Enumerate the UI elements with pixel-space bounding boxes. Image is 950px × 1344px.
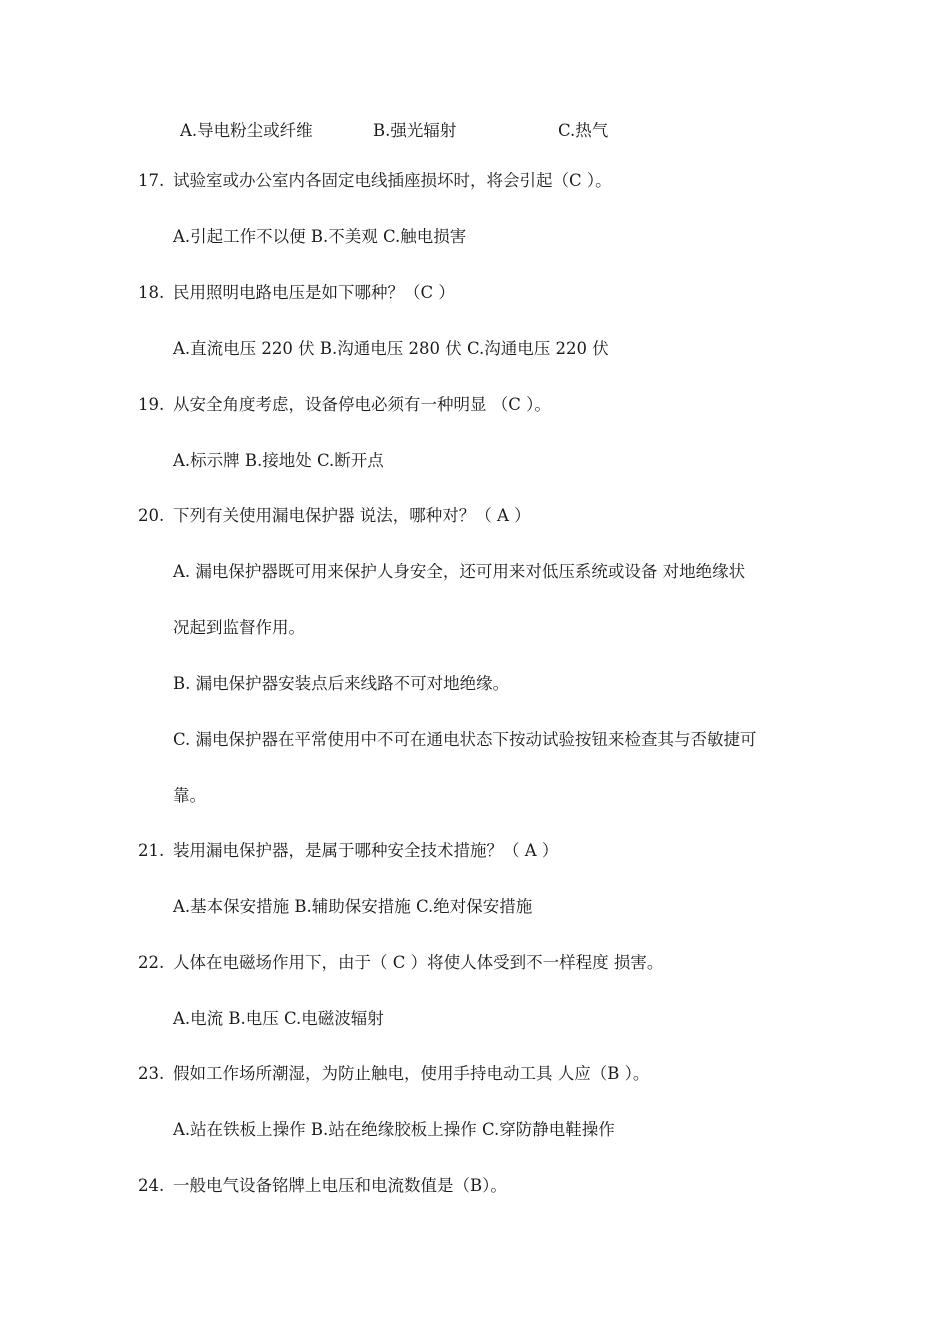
options-text: A.站在铁板上操作 B.站在绝缘胶板上操作 C.穿防静电鞋操作 [173,1120,615,1139]
question-text: 从安全角度考虑，设备停电必须有一种明显 （C ）。 [173,395,551,414]
option-a-continuation: 况起到监督作用。 [173,618,305,637]
options-text: A.引起工作不以便 B.不美观 C.触电损害 [173,227,467,246]
options-text: A.标示牌 B.接地处 C.断开点 [173,451,384,470]
question-number: 22. [138,953,165,972]
question-text: 假如工作场所潮湿，为防止触电，使用手持电动工具 人应（B ）。 [173,1064,650,1083]
options-text: A.基本保安措施 B.辅助保安措施 C.绝对保安措施 [173,897,533,916]
option-b: B.强光辐射 [373,121,457,140]
option-b-text: B. 漏电保护器安装点后来线路不可对地绝缘。 [173,674,510,693]
option-c-continuation: 靠。 [173,786,206,805]
option-c-text: C. 漏电保护器在平常使用中不可在通电状态下按动试验按钮来检查其与否敏捷可 [173,730,757,749]
question-text: 民用照明电路电压是如下哪种？（C ） [173,283,455,302]
options-text: A.直流电压 220 伏 B.沟通电压 280 伏 C.沟通电压 220 伏 [173,339,609,358]
question-text: 人体在电磁场作用下，由于（ C ）将使人体受到不一样程度 损害。 [173,953,664,972]
question-text: 下列有关使用漏电保护器 说法，哪种对？（ A ） [173,506,531,525]
question-text: 一般电气设备铭牌上电压和电流数值是（B）。 [173,1176,507,1195]
option-c: C.热气 [558,121,609,140]
question-number: 19. [138,395,165,414]
question-number: 20. [138,506,165,525]
question-number: 24. [138,1176,165,1195]
question-text: 装用漏电保护器，是属于哪种安全技术措施？（ A ） [173,841,559,860]
question-number: 21. [138,841,165,860]
question-text: 试验室或办公室内各固定电线插座损坏时，将会引起（C ）。 [173,171,612,190]
option-a: A.导电粉尘或纤维 [180,121,313,140]
question-number: 17. [138,171,165,190]
question-number: 18. [138,283,165,302]
option-a-text: A. 漏电保护器既可用来保护人身安全，还可用来对低压系统或设备 对地绝缘状 [173,562,746,581]
options-text: A.电流 B.电压 C.电磁波辐射 [173,1009,384,1028]
question-number: 23. [138,1064,165,1083]
